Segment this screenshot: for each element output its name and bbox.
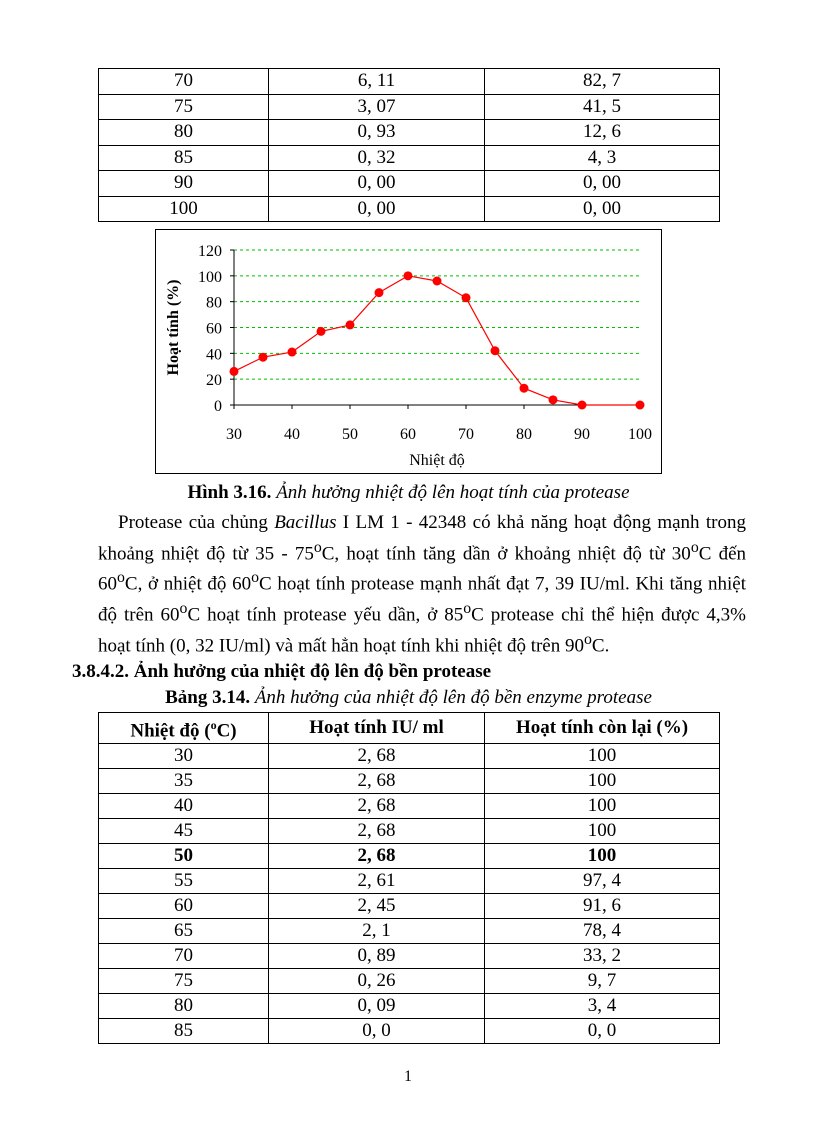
series-line [234, 276, 640, 405]
figure-caption-label: Hình 3.16. [187, 482, 272, 503]
body-paragraph [98, 511, 746, 659]
table-row [99, 196, 720, 222]
table-cell: 100 [485, 769, 720, 794]
table-row [99, 994, 720, 1019]
table-row [99, 744, 720, 769]
data-point [259, 353, 268, 362]
table-row [99, 769, 720, 794]
paragraph-text: C hoạt tính protease yếu dần, ở 85 [187, 604, 464, 626]
table-cell: 100 [99, 196, 269, 222]
page-number: 1 [404, 1068, 412, 1085]
table-cell: 60 [99, 894, 269, 919]
paragraph-text: C hoạt tính protease mạnh nhất đạt 7, 39 IU/ml. Khi tăng nhiệt độ trên 60 [98, 573, 746, 626]
table-cell: 78, 4 [485, 919, 720, 944]
section-heading: 3.8.4.2. Ảnh hưởng của nhiệt độ lên độ bền protease [72, 661, 492, 682]
table-cell: 0, 93 [269, 120, 485, 146]
table-row [99, 919, 720, 944]
data-point [491, 346, 500, 355]
table-cell: 75 [99, 94, 269, 120]
table-cell: 0, 89 [269, 944, 485, 969]
table-row [99, 94, 720, 120]
table-cell: 100 [485, 844, 720, 869]
x-tick-label: 40 [284, 426, 300, 443]
table-row [99, 969, 720, 994]
data-point [317, 327, 326, 336]
figure-caption [98, 482, 719, 504]
x-tick-label: 30 [226, 426, 242, 443]
y-tick-label: 0 [214, 398, 222, 415]
degree-sup: o [690, 538, 699, 556]
table-cell: 2, 1 [269, 919, 485, 944]
table-cell: 90 [99, 171, 269, 197]
data-point [404, 271, 413, 280]
table-cell: 80 [99, 120, 269, 146]
y-tick-label: 100 [198, 268, 222, 286]
paragraph-text: C, ở nhiệt độ 60 [124, 573, 252, 595]
table-header-row [99, 713, 720, 744]
table-row [99, 844, 720, 869]
table-row [99, 869, 720, 894]
y-tick-label: 60 [206, 320, 222, 338]
top-data-table [98, 68, 720, 222]
paragraph-text: C đến 60 [98, 542, 747, 595]
table-row [99, 819, 720, 844]
table-row [99, 69, 720, 95]
table-cell: 2, 68 [269, 769, 485, 794]
table-row [99, 1019, 720, 1044]
table-cell: 0, 0 [485, 1019, 720, 1044]
table-row [99, 120, 720, 146]
degree-sup: o [584, 630, 592, 648]
table-row [99, 171, 720, 197]
table-cell: 100 [485, 819, 720, 844]
table-row [99, 145, 720, 171]
data-point [520, 384, 529, 393]
table-cell: 0, 0 [269, 1019, 485, 1044]
table-cell: 30 [99, 744, 269, 769]
data-point [230, 367, 239, 376]
y-tick-label: 40 [206, 346, 222, 364]
table-cell: 40 [99, 794, 269, 819]
x-tick-label: 80 [516, 426, 532, 443]
activity-chart-frame [155, 229, 662, 474]
data-point [433, 277, 442, 286]
table-cell: 100 [485, 744, 720, 769]
table-cell: 70 [99, 69, 269, 95]
data-point [346, 320, 355, 329]
table-cell: 80 [99, 994, 269, 1019]
column-header-temperature: Nhiệt độ ($^o$C) [99, 713, 269, 744]
table-cell: 0, 00 [485, 196, 720, 222]
table-row [99, 794, 720, 819]
table-cell: 2, 68 [269, 844, 485, 869]
degree-sup: o [463, 600, 472, 618]
x-tick-label: 90 [574, 426, 590, 443]
table-cell: 85 [99, 1019, 269, 1044]
table-cell: 2, 68 [269, 744, 485, 769]
column-header-activity: Hoạt tính IU/ ml [269, 713, 485, 744]
table-caption [98, 687, 719, 709]
table-cell: 45 [99, 819, 269, 844]
table-cell: 50 [99, 844, 269, 869]
table-cell: 12, 6 [485, 120, 720, 146]
table-row [99, 944, 720, 969]
table-cell: 6, 11 [269, 69, 485, 95]
table-cell: 33, 2 [485, 944, 720, 969]
table-cell: 2, 68 [269, 794, 485, 819]
table-cell: 0, 26 [269, 969, 485, 994]
degree-sup: o [117, 569, 125, 587]
table-cell: 100 [485, 794, 720, 819]
table-cell: 70 [99, 944, 269, 969]
stability-table [98, 712, 720, 1044]
column-header-remaining: Hoạt tính còn lại (%) [485, 713, 720, 744]
y-tick-label: 80 [206, 294, 222, 312]
table-cell: 4, 3 [485, 145, 720, 171]
table-cell: 0, 00 [485, 171, 720, 197]
data-point [462, 293, 471, 302]
degree-sup: o [251, 569, 259, 587]
table-cell: 0, 09 [269, 994, 485, 1019]
table-cell: 41, 5 [485, 94, 720, 120]
table-cell: 3, 4 [485, 994, 720, 1019]
table-caption-label: Bảng 3.14. [165, 687, 251, 708]
table-cell: 65 [99, 919, 269, 944]
x-tick-label: 100 [628, 426, 652, 443]
table-cell: 75 [99, 969, 269, 994]
data-point [636, 401, 645, 410]
table-row [99, 894, 720, 919]
x-tick-label: 70 [458, 426, 474, 443]
table-cell: 91, 6 [485, 894, 720, 919]
data-point [549, 395, 558, 404]
degree-sup: o [179, 600, 188, 618]
table-cell: 2, 61 [269, 869, 485, 894]
table-cell: 2, 68 [269, 819, 485, 844]
table-cell: 3, 07 [269, 94, 485, 120]
paragraph-text: Protease của chủng [118, 512, 275, 533]
x-tick-label: 50 [342, 426, 358, 443]
table-cell: 55 [99, 869, 269, 894]
table-cell: 0, 00 [269, 196, 485, 222]
data-point [375, 288, 384, 297]
table-cell: 97, 4 [485, 869, 720, 894]
data-point [288, 348, 297, 357]
data-point [578, 401, 587, 410]
y-axis-label: Hoạt tính (%) [165, 279, 182, 376]
table-cell: 35 [99, 769, 269, 794]
x-axis-label: Nhiệt độ [409, 452, 465, 469]
table-cell: 2, 45 [269, 894, 485, 919]
paragraph-text: C, hoạt tính tăng dần ở khoảng nhiệt độ từ 30 [321, 542, 691, 564]
paragraph-text: C. [591, 635, 610, 657]
degree-sup: o [313, 538, 322, 556]
table-cell: 9, 7 [485, 969, 720, 994]
table-cell: 0, 00 [269, 171, 485, 197]
y-tick-label: 120 [198, 243, 222, 260]
y-tick-label: 20 [206, 372, 222, 390]
paragraph-text: I LM 1 - 42348 có khả năng hoạt động mạnh trong khoảng nhiệt độ từ 35 - 75 [98, 512, 747, 564]
figure-caption-text: Ảnh hưởng nhiệt độ lên hoạt tính của protease [276, 482, 630, 503]
species-name: Bacillus [274, 512, 337, 533]
activity-chart [156, 230, 661, 473]
x-tick-label: 60 [400, 426, 416, 443]
table-cell: 82, 7 [485, 69, 720, 95]
table-caption-text: Ảnh hưởng của nhiệt độ lên độ bền enzyme protease [254, 687, 652, 708]
paragraph-text: C protease chỉ thể hiện được 4,3% hoạt tính (0, 32 IU/ml) và mất hẳn hoạt tính khi nhiệt độ trên 90 [98, 604, 746, 657]
table-cell: 0, 32 [269, 145, 485, 171]
table-cell: 85 [99, 145, 269, 171]
